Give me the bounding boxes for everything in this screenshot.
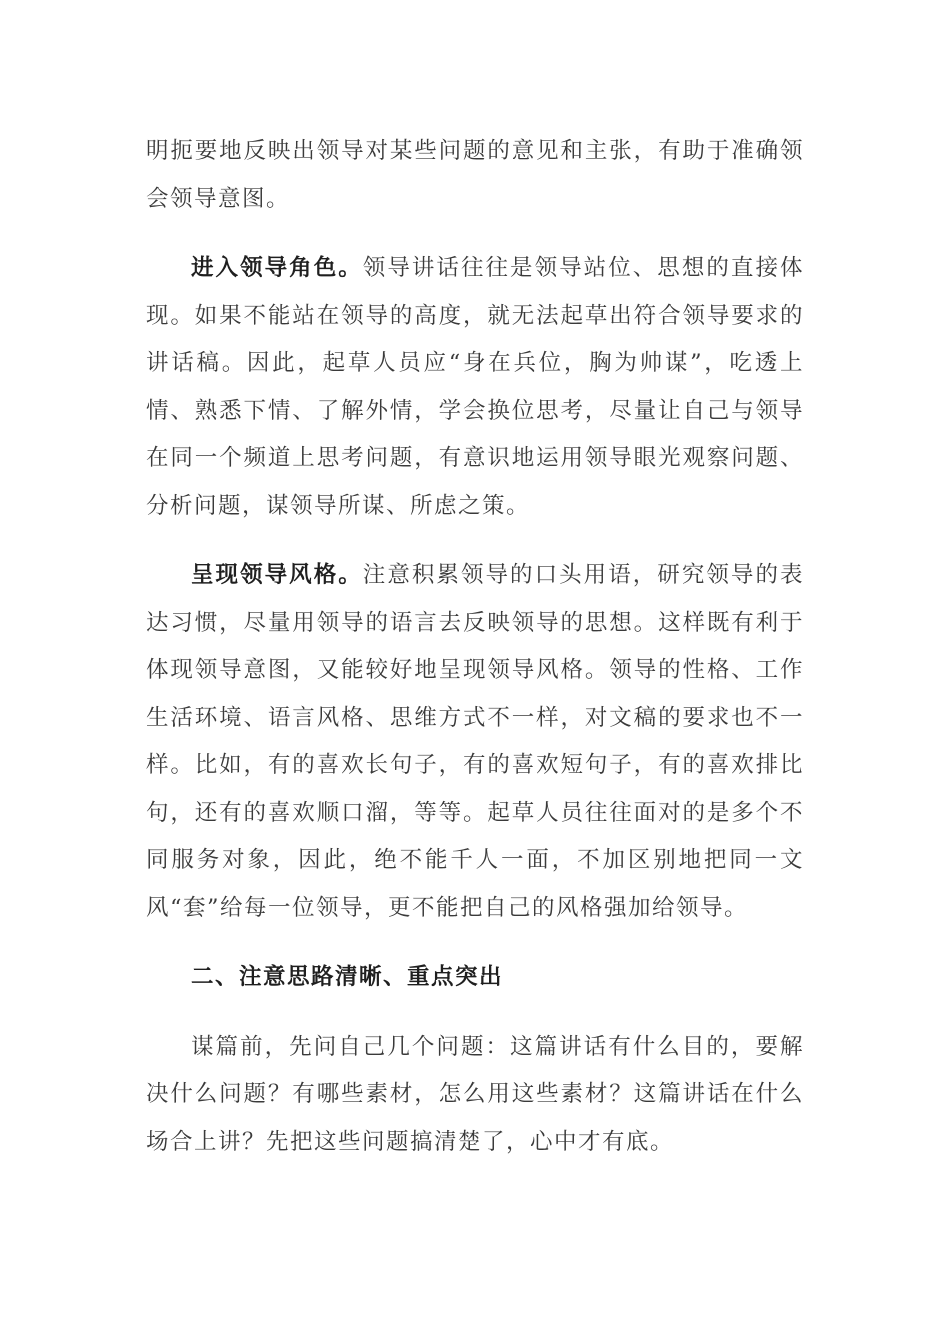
paragraph-planning [146, 1024, 804, 1167]
section-heading: 二、注意思路清晰、重点突出 [191, 964, 504, 990]
paragraph-lead: 进入领导角色。 [191, 255, 363, 281]
paragraph-leader-style [146, 552, 804, 932]
paragraph-lead: 呈现领导风格。 [191, 562, 363, 588]
paragraph-leader-role [146, 245, 804, 530]
paragraph-text: 谋篇前，先问自己几个问题：这篇讲话有什么目的，要解决什么问题？有哪些素材，怎么用这些素材？这篇讲话在什么场合上讲？先把这些问题搞清楚了，心中才有底。 [146, 1033, 804, 1155]
paragraph-continuation [146, 128, 804, 223]
paragraph-text: 明扼要地反映出领导对某些问题的意见和主张，有助于准确领会领导意图。 [146, 138, 804, 212]
paragraph-text: 注意积累领导的口头用语，研究领导的表达习惯，尽量用领导的语言去反映领导的思想。这样既有利于体现领导意图，又能较好地呈现领导风格。领导的性格、工作生活环境、语言风格、思维方式不一样，对文稿的要求也不一样。比如，有的喜欢长句子，有的喜欢短句子，有的喜欢排比句，还有的喜欢顺口溜，等等。起草人员往往面对的是多个不同服务对象，因此，绝不能千人一面，不加区别地把同一文风“套”给每一位领导，更不能把自己的风格强加给领导。 [146, 562, 804, 921]
document-page [146, 128, 804, 1188]
paragraph-text: 领导讲话往往是领导站位、思想的直接体现。如果不能站在领导的高度，就无法起草出符合领导要求的讲话稿。因此，起草人员应“身在兵位，胸为帅谋”，吃透上情、熟悉下情、了解外情，学会换位思考，尽量让自己与领导在同一个频道上思考问题，有意识地运用领导眼光观察问题、分析问题，谋领导所谋、所虑之策。 [146, 255, 804, 519]
